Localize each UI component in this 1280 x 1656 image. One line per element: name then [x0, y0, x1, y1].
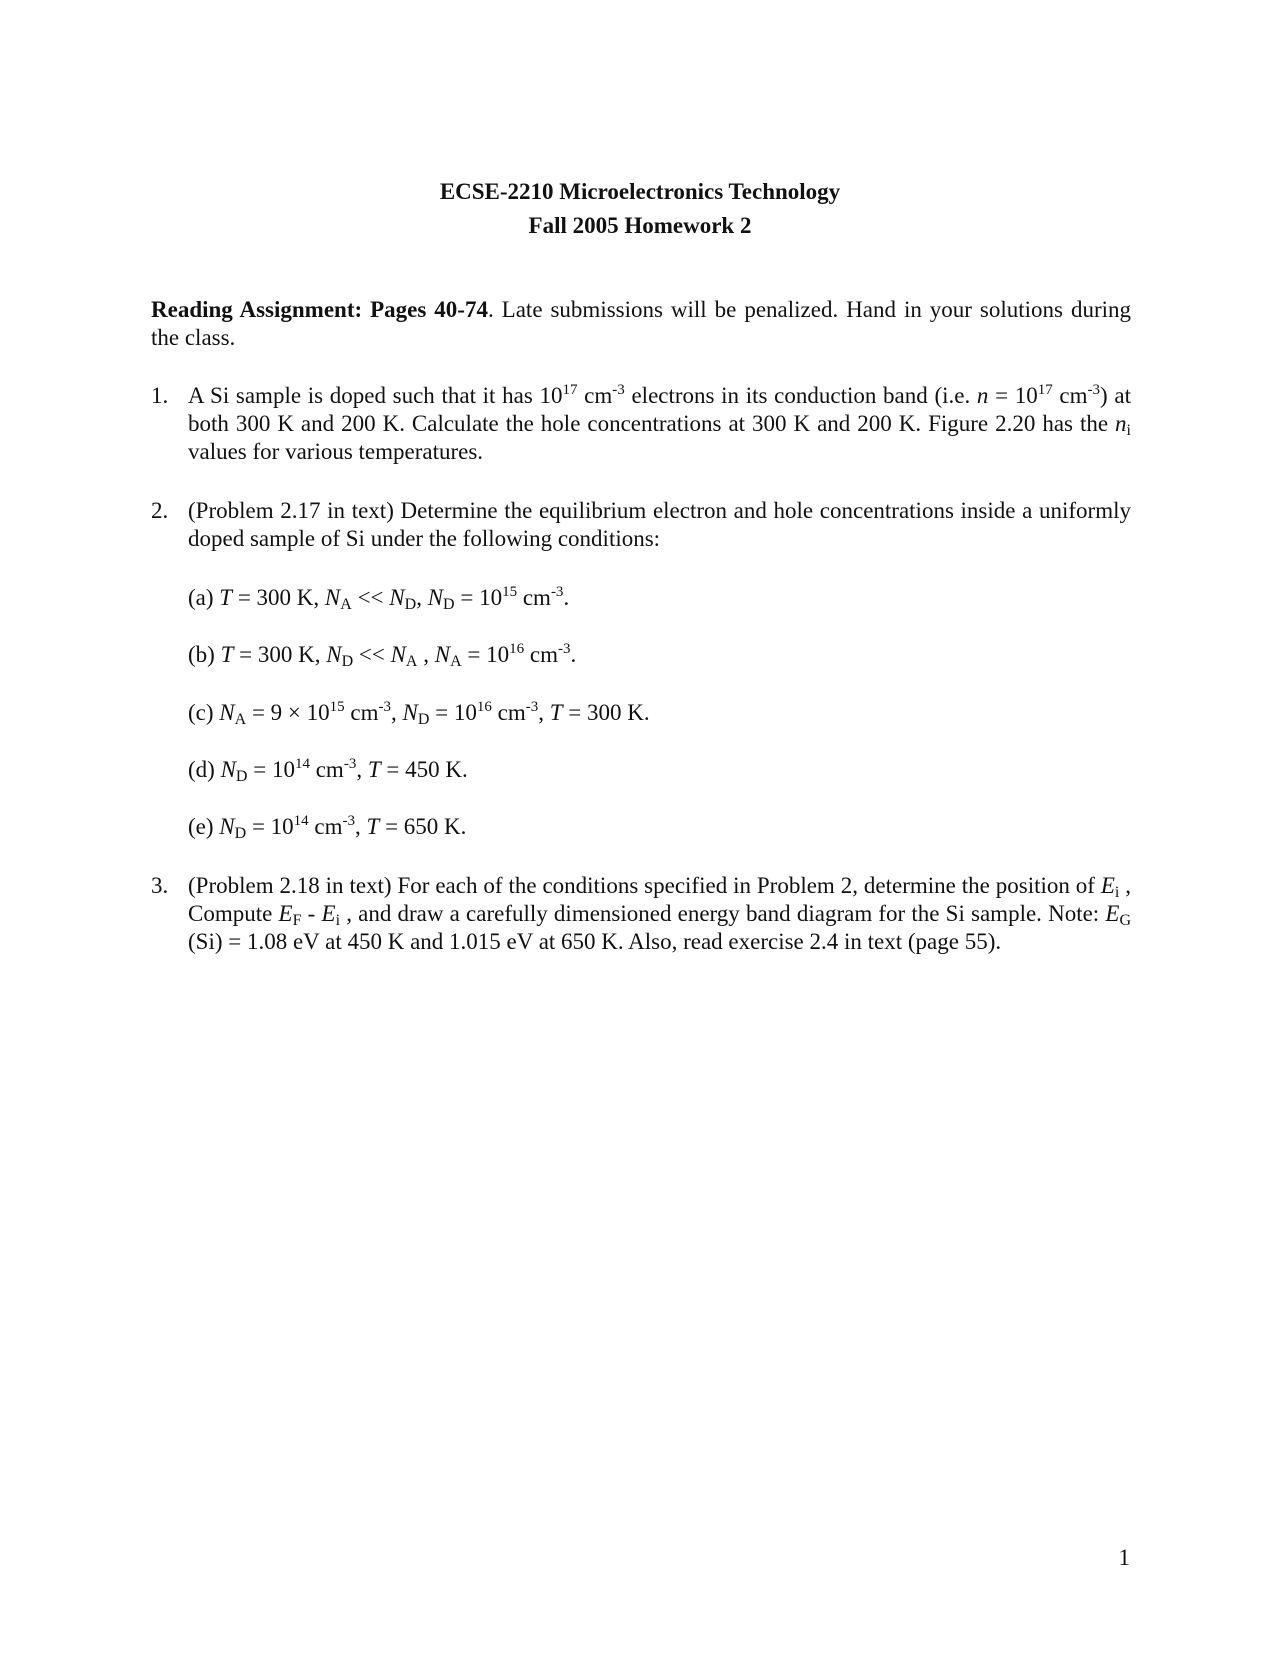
problem-2 [151, 497, 1131, 553]
reading-assignment-text: . Late submissions will be penalized. Hand in your solutions during the class. [151, 297, 1132, 350]
problem-number: 2. [151, 498, 169, 523]
problem-2-part-d: (d) $N_D = 10^{14}$ $cm^{-3}$, T = 450 K. [188, 756, 468, 785]
reading-assignment [151, 296, 1131, 352]
page-number: 1 [1118, 1545, 1130, 1570]
problem-3 [151, 872, 1131, 956]
problem-number: 1. [151, 383, 169, 408]
problem-2-part-c: (c) $N_A = 9 \times 10^{15}$ $cm^{-3}$, $N_D = 10^{16}$ $cm^{-3}$, T = 300 K. [188, 699, 650, 728]
problem-number: 3. [151, 873, 169, 898]
problem-1 [151, 382, 1131, 466]
problem-2-part-e: (e) $N_D = 10^{14}$ $cm^{-3}$, T = 650 K. [188, 813, 467, 842]
problem-text: (Problem 2.18 in text) For each of the conditions specified in Problem 2, determine the position of $E_i$ , Compute $E_F - E_i$ , and draw a carefully dimensioned energy band diagram for the Si sample. Note: $E_G$ (Si) = 1.08 eV at 450 K and 1.015 eV at 650 K. Also, read exercise 2.4 in text (page 55). [188, 873, 1131, 954]
reading-assignment-label: Reading Assignment: Pages 40-74 [151, 297, 488, 322]
problem-text: (Problem 2.17 in text) Determine the equilibrium electron and hole concentrations inside a uniformly doped sample of Si under the following conditions: [188, 498, 1131, 551]
problem-2-part-a: (a) T = 300 K, $N_A << N_D$, $N_D = 10^{15}$ $cm^{-3}$. [188, 584, 570, 613]
document-title: ECSE-2210 Microelectronics Technology [439, 179, 841, 204]
problem-text: A Si sample is doped such that it has $10^{17}$ $cm^{-3}$ electrons in its conduction band (i.e. $n = 10^{17}$ $cm^{-3}$) at both 300 K and 200 K. Calculate the hole concentrations at 300 K and 200 K. Figure 2.20 has the $n_i$ values for various temperatures. [188, 382, 1131, 464]
problem-2-part-b: (b) T = 300 K, $N_D << N_A$ , $N_A = 10^{16}$ $cm^{-3}$. [188, 641, 577, 670]
document-subtitle: Fall 2005 Homework 2 [528, 213, 752, 238]
